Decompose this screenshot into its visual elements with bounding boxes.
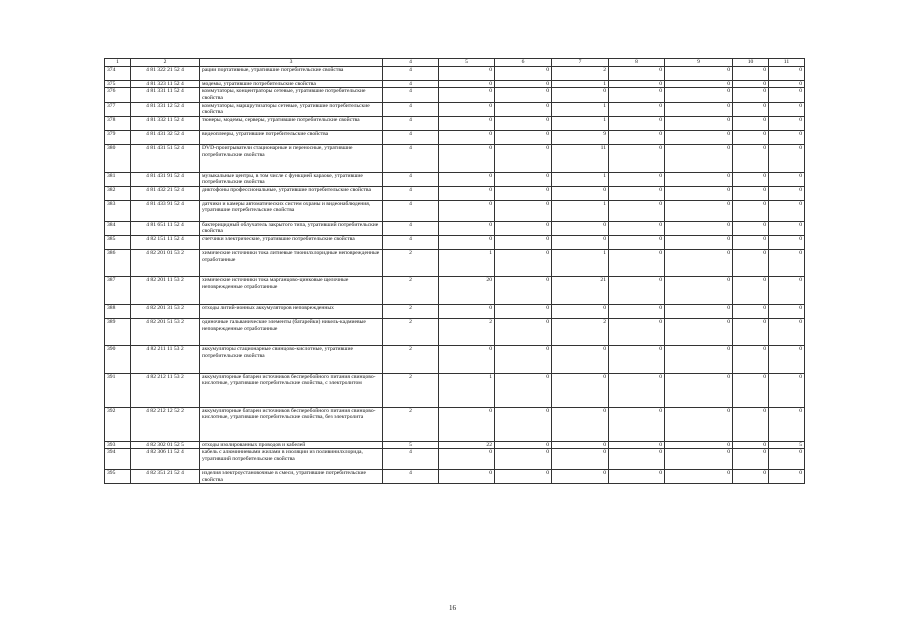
value-cell: 0	[665, 200, 733, 221]
hazard-class-cell: 2	[383, 277, 439, 304]
value-cell: 0	[439, 172, 495, 186]
value-cell: 0	[665, 373, 733, 407]
hazard-class-cell: 4	[383, 470, 439, 484]
table-row	[105, 470, 805, 484]
row-number-cell: 389	[105, 319, 131, 346]
value-cell: 1	[552, 116, 609, 130]
value-cell: 0	[495, 470, 552, 484]
waste-code-cell: 4 82 351 21 52 4	[131, 470, 200, 484]
value-cell: 0	[733, 373, 769, 407]
value-cell: 1	[552, 250, 609, 277]
value-cell: 0	[609, 373, 665, 407]
value-cell: 0	[609, 200, 665, 221]
value-cell: 1	[552, 80, 609, 88]
waste-code-cell: 4 81 323 11 52 4	[131, 80, 200, 88]
value-cell: 0	[609, 221, 665, 235]
value-cell: 11	[552, 145, 609, 172]
row-number-cell: 384	[105, 221, 131, 235]
value-cell: 0	[609, 172, 665, 186]
value-cell: 0	[552, 88, 609, 102]
value-cell: 0	[439, 304, 495, 318]
row-number-cell: 386	[105, 250, 131, 277]
value-cell: 0	[552, 407, 609, 441]
value-cell: 0	[495, 116, 552, 130]
waste-name-cell: отходы изолированных проводов и кабелей	[200, 441, 383, 449]
value-cell: 0	[495, 250, 552, 277]
value-cell: 0	[769, 130, 805, 144]
value-cell: 0	[439, 116, 495, 130]
value-cell: 0	[769, 346, 805, 373]
table-row	[105, 250, 805, 277]
value-cell: 0	[665, 116, 733, 130]
value-cell: 20	[439, 277, 495, 304]
hazard-class-cell: 2	[383, 250, 439, 277]
hazard-class-cell: 4	[383, 449, 439, 470]
waste-name-cell: бактерицидный облучатель закрытого типа, утративший потребительские свойства	[200, 221, 383, 235]
value-cell: 0	[439, 407, 495, 441]
hazard-class-cell: 4	[383, 145, 439, 172]
value-cell: 0	[769, 407, 805, 441]
hazard-class-cell: 4	[383, 200, 439, 221]
row-number-cell: 375	[105, 80, 131, 88]
value-cell: 0	[733, 250, 769, 277]
value-cell: 0	[552, 441, 609, 449]
row-number-cell: 387	[105, 277, 131, 304]
table-row	[105, 200, 805, 221]
value-cell: 0	[495, 130, 552, 144]
waste-code-cell: 4 82 306 11 52 4	[131, 449, 200, 470]
value-cell: 0	[495, 235, 552, 249]
value-cell: 0	[552, 221, 609, 235]
row-number-cell: 376	[105, 88, 131, 102]
value-cell: 0	[733, 66, 769, 80]
value-cell: 0	[733, 200, 769, 221]
waste-name-cell: аккумуляторы стационарные свинцово-кислотные, утратившие потребительские свойства	[200, 346, 383, 373]
hazard-class-cell: 4	[383, 186, 439, 200]
waste-code-cell: 4 81 331 12 52 4	[131, 102, 200, 116]
table-row	[105, 172, 805, 186]
waste-name-cell: коммутаторы, маршрутизаторы сетевые, утратившие потребительские свойства	[200, 102, 383, 116]
hazard-class-cell: 4	[383, 221, 439, 235]
waste-code-cell: 4 81 332 11 52 4	[131, 116, 200, 130]
value-cell: 0	[733, 235, 769, 249]
row-number-cell: 383	[105, 200, 131, 221]
waste-name-cell: отходы литий-ионных аккумуляторов неповрежденных	[200, 304, 383, 318]
table-row	[105, 66, 805, 80]
table-row	[105, 304, 805, 318]
column-number-cell: 4	[383, 59, 439, 67]
value-cell: 0	[609, 130, 665, 144]
value-cell: 0	[769, 373, 805, 407]
waste-name-cell: коммутаторы, концентраторы сетевые, утратившие потребительские свойства	[200, 88, 383, 102]
value-cell: 0	[769, 88, 805, 102]
row-number-cell: 377	[105, 102, 131, 116]
waste-code-cell: 4 81 431 91 52 4	[131, 172, 200, 186]
value-cell: 0	[665, 66, 733, 80]
value-cell: 0	[665, 221, 733, 235]
value-cell: 21	[552, 277, 609, 304]
table-body	[105, 59, 805, 484]
hazard-class-cell: 4	[383, 116, 439, 130]
column-number-cell: 7	[552, 59, 609, 67]
value-cell: 0	[769, 186, 805, 200]
value-cell: 0	[609, 449, 665, 470]
column-number-cell: 10	[733, 59, 769, 67]
value-cell: 0	[552, 346, 609, 373]
waste-name-cell: кабель с алюминиевыми жилами в изоляции из поливинилхлорида, утративший потребительские свойства	[200, 449, 383, 470]
value-cell: 0	[665, 235, 733, 249]
value-cell: 0	[439, 88, 495, 102]
row-number-cell: 391	[105, 373, 131, 407]
value-cell: 0	[769, 235, 805, 249]
value-cell: 0	[665, 102, 733, 116]
value-cell: 0	[495, 449, 552, 470]
hazard-class-cell: 2	[383, 319, 439, 346]
row-number-cell: 378	[105, 116, 131, 130]
table-row	[105, 116, 805, 130]
value-cell: 0	[552, 470, 609, 484]
hazard-class-cell: 2	[383, 373, 439, 407]
table-row	[105, 80, 805, 88]
row-number-cell: 392	[105, 407, 131, 441]
table-row	[105, 88, 805, 102]
row-number-cell: 380	[105, 145, 131, 172]
value-cell: 0	[665, 304, 733, 318]
value-cell: 0	[769, 116, 805, 130]
value-cell: 0	[733, 102, 769, 116]
table-row	[105, 186, 805, 200]
value-cell: 0	[495, 407, 552, 441]
value-cell: 0	[495, 88, 552, 102]
value-cell: 0	[665, 80, 733, 88]
column-number-cell: 8	[609, 59, 665, 67]
value-cell: 0	[733, 80, 769, 88]
value-cell: 1	[552, 102, 609, 116]
value-cell: 0	[733, 470, 769, 484]
value-cell: 0	[609, 145, 665, 172]
column-number-row	[105, 59, 805, 67]
value-cell: 0	[769, 449, 805, 470]
column-number-cell: 5	[439, 59, 495, 67]
value-cell: 0	[609, 304, 665, 318]
value-cell: 0	[439, 130, 495, 144]
value-cell: 0	[495, 221, 552, 235]
value-cell: 0	[439, 80, 495, 88]
value-cell: 0	[665, 277, 733, 304]
value-cell: 5	[769, 441, 805, 449]
value-cell: 0	[439, 235, 495, 249]
waste-code-cell: 4 82 201 01 53 2	[131, 250, 200, 277]
table-row	[105, 102, 805, 116]
row-number-cell: 390	[105, 346, 131, 373]
value-cell: 0	[495, 172, 552, 186]
value-cell: 0	[439, 221, 495, 235]
value-cell: 0	[495, 373, 552, 407]
row-number-cell: 393	[105, 441, 131, 449]
hazard-class-cell: 4	[383, 172, 439, 186]
column-number-cell: 1	[105, 59, 131, 67]
waste-code-cell: 4 81 431 51 52 4	[131, 145, 200, 172]
waste-name-cell: химические источники тока марганцово-цинковые щелочные неповрежденные отработанные	[200, 277, 383, 304]
value-cell: 0	[769, 250, 805, 277]
value-cell: 0	[769, 304, 805, 318]
value-cell: 0	[609, 116, 665, 130]
value-cell: 0	[609, 470, 665, 484]
value-cell: 2	[552, 319, 609, 346]
value-cell: 0	[609, 319, 665, 346]
value-cell: 0	[665, 250, 733, 277]
value-cell: 0	[665, 88, 733, 102]
value-cell: 0	[665, 441, 733, 449]
waste-code-cell: 4 82 212 11 53 2	[131, 373, 200, 407]
value-cell: 0	[665, 145, 733, 172]
value-cell: 0	[439, 449, 495, 470]
value-cell: 0	[733, 407, 769, 441]
value-cell: 0	[495, 346, 552, 373]
value-cell: 0	[609, 346, 665, 373]
value-cell: 0	[665, 449, 733, 470]
value-cell: 0	[733, 304, 769, 318]
value-cell: 0	[609, 277, 665, 304]
table-row	[105, 277, 805, 304]
value-cell: 0	[665, 470, 733, 484]
value-cell: 0	[733, 130, 769, 144]
value-cell: 0	[495, 66, 552, 80]
row-number-cell: 394	[105, 449, 131, 470]
waste-name-cell: музыкальные центры, в том числе с функцией караоке, утратившие потребительские свойства	[200, 172, 383, 186]
value-cell: 0	[769, 319, 805, 346]
hazard-class-cell: 4	[383, 80, 439, 88]
value-cell: 0	[609, 250, 665, 277]
value-cell: 0	[439, 66, 495, 80]
waste-report-table	[104, 58, 805, 484]
table-row	[105, 441, 805, 449]
value-cell: 0	[495, 304, 552, 318]
value-cell: 0	[733, 319, 769, 346]
column-number-cell: 6	[495, 59, 552, 67]
waste-code-cell: 4 81 331 11 52 4	[131, 88, 200, 102]
hazard-class-cell: 4	[383, 88, 439, 102]
value-cell: 0	[609, 441, 665, 449]
waste-name-cell: DVD-проигрыватели стационарные и переносные, утратившие потребительские свойства	[200, 145, 383, 172]
value-cell: 0	[665, 346, 733, 373]
value-cell: 0	[495, 186, 552, 200]
value-cell: 0	[495, 200, 552, 221]
waste-code-cell: 4 81 322 21 52 4	[131, 66, 200, 80]
value-cell: 0	[552, 186, 609, 200]
value-cell: 0	[769, 470, 805, 484]
value-cell: 0	[733, 346, 769, 373]
hazard-class-cell: 2	[383, 304, 439, 318]
value-cell: 2	[439, 319, 495, 346]
waste-code-cell: 4 82 302 01 52 5	[131, 441, 200, 449]
value-cell: 0	[495, 441, 552, 449]
waste-name-cell: химические источники тока литиевые тионилхлоридные неповрежденные отработанные	[200, 250, 383, 277]
row-number-cell: 382	[105, 186, 131, 200]
waste-code-cell: 4 82 151 11 52 4	[131, 235, 200, 249]
value-cell: 0	[495, 102, 552, 116]
value-cell: 0	[665, 407, 733, 441]
row-number-cell: 379	[105, 130, 131, 144]
value-cell: 0	[609, 102, 665, 116]
row-number-cell: 395	[105, 470, 131, 484]
hazard-class-cell: 2	[383, 346, 439, 373]
value-cell: 0	[552, 235, 609, 249]
value-cell: 1	[439, 373, 495, 407]
value-cell: 9	[552, 130, 609, 144]
column-number-cell: 2	[131, 59, 200, 67]
value-cell: 1	[552, 172, 609, 186]
value-cell: 0	[733, 441, 769, 449]
value-cell: 0	[495, 319, 552, 346]
value-cell: 0	[769, 102, 805, 116]
value-cell: 0	[769, 277, 805, 304]
value-cell: 0	[665, 186, 733, 200]
column-number-cell: 11	[769, 59, 805, 67]
value-cell: 0	[552, 304, 609, 318]
table-row	[105, 130, 805, 144]
waste-name-cell: тюнеры, модемы, серверы, утратившие потребительские свойства	[200, 116, 383, 130]
value-cell: 0	[769, 172, 805, 186]
waste-name-cell: одиночные гальванические элементы (батарейки) никель-кадмиевые неповрежденные отработанные	[200, 319, 383, 346]
waste-code-cell: 4 82 201 51 53 2	[131, 319, 200, 346]
value-cell: 0	[665, 130, 733, 144]
hazard-class-cell: 4	[383, 235, 439, 249]
waste-code-cell: 4 81 651 11 52 4	[131, 221, 200, 235]
value-cell: 0	[439, 145, 495, 172]
value-cell: 0	[665, 172, 733, 186]
value-cell: 0	[769, 80, 805, 88]
value-cell: 0	[769, 145, 805, 172]
value-cell: 0	[552, 373, 609, 407]
value-cell: 0	[609, 80, 665, 88]
column-number-cell: 9	[665, 59, 733, 67]
waste-name-cell: датчики и камеры автоматических систем охраны и видеонаблюдения, утратившие потребительские свойства	[200, 200, 383, 221]
row-number-cell: 381	[105, 172, 131, 186]
value-cell: 0	[769, 200, 805, 221]
value-cell: 0	[609, 407, 665, 441]
hazard-class-cell: 4	[383, 102, 439, 116]
table-row	[105, 373, 805, 407]
table-row	[105, 319, 805, 346]
table-row	[105, 449, 805, 470]
value-cell: 0	[439, 470, 495, 484]
column-number-cell: 3	[200, 59, 383, 67]
page-number: 16	[449, 604, 456, 612]
waste-code-cell: 4 82 201 31 53 2	[131, 304, 200, 318]
waste-code-cell: 4 82 211 11 53 2	[131, 346, 200, 373]
hazard-class-cell: 4	[383, 66, 439, 80]
waste-name-cell: изделия электроустановочные в смеси, утратившие потребительские свойства	[200, 470, 383, 484]
value-cell: 1	[552, 200, 609, 221]
row-number-cell: 374	[105, 66, 131, 80]
value-cell: 0	[769, 221, 805, 235]
value-cell: 0	[609, 235, 665, 249]
table-row	[105, 221, 805, 235]
value-cell: 0	[495, 277, 552, 304]
value-cell: 0	[733, 116, 769, 130]
value-cell: 0	[609, 186, 665, 200]
value-cell: 0	[495, 80, 552, 88]
hazard-class-cell: 2	[383, 407, 439, 441]
waste-code-cell: 4 82 201 11 53 2	[131, 277, 200, 304]
value-cell: 0	[733, 88, 769, 102]
value-cell: 22	[439, 441, 495, 449]
value-cell: 0	[439, 186, 495, 200]
waste-name-cell: модемы, утратившие потребительские свойства	[200, 80, 383, 88]
table-row	[105, 407, 805, 441]
value-cell: 1	[439, 250, 495, 277]
waste-name-cell: диктофоны профессиональные, утратившие потребительские свойства	[200, 186, 383, 200]
waste-code-cell: 4 81 431 32 52 4	[131, 130, 200, 144]
waste-name-cell: счетчики электрические, утратившие потребительские свойства	[200, 235, 383, 249]
value-cell: 0	[609, 66, 665, 80]
value-cell: 0	[665, 319, 733, 346]
waste-code-cell: 4 81 432 21 52 4	[131, 186, 200, 200]
value-cell: 0	[733, 186, 769, 200]
value-cell: 0	[439, 346, 495, 373]
value-cell: 0	[733, 277, 769, 304]
waste-name-cell: видеоплееры, утратившие потребительские свойства	[200, 130, 383, 144]
waste-name-cell: аккумуляторные батареи источников бесперебойного питания свинцово-кислотные, утратившие потребительские свойства, с электролитом	[200, 373, 383, 407]
waste-code-cell: 4 81 433 91 52 4	[131, 200, 200, 221]
waste-code-cell: 4 82 212 12 52 2	[131, 407, 200, 441]
value-cell: 0	[495, 145, 552, 172]
value-cell: 0	[733, 145, 769, 172]
waste-name-cell: аккумуляторные батареи источников бесперебойного питания свинцово-кислотные, утратившие потребительские свойства, без электролита	[200, 407, 383, 441]
value-cell: 0	[439, 102, 495, 116]
table-row	[105, 235, 805, 249]
value-cell: 0	[733, 449, 769, 470]
value-cell: 0	[733, 172, 769, 186]
value-cell: 0	[439, 200, 495, 221]
row-number-cell: 388	[105, 304, 131, 318]
value-cell: 0	[609, 88, 665, 102]
table-row	[105, 346, 805, 373]
value-cell: 0	[733, 221, 769, 235]
value-cell: 0	[769, 66, 805, 80]
value-cell: 0	[552, 449, 609, 470]
hazard-class-cell: 5	[383, 441, 439, 449]
hazard-class-cell: 4	[383, 130, 439, 144]
waste-name-cell: рации портативные, утратившие потребительские свойства	[200, 66, 383, 80]
table-row	[105, 145, 805, 172]
row-number-cell: 385	[105, 235, 131, 249]
value-cell: 2	[552, 66, 609, 80]
